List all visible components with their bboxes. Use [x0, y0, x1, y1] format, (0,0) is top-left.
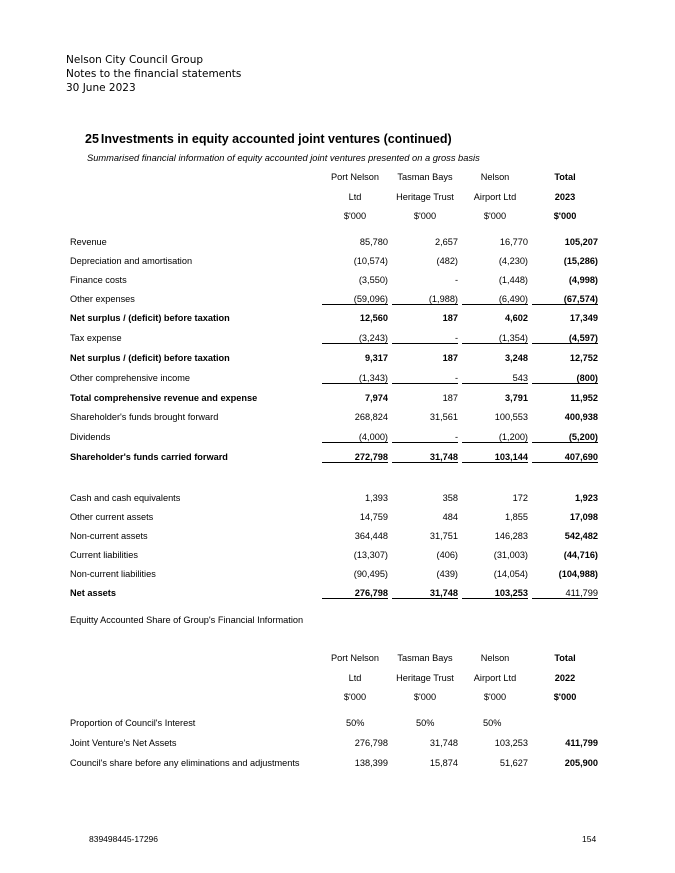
row-label: Shareholder's funds brought forward — [70, 412, 219, 422]
cell-port-nelson: 268,824 — [354, 412, 388, 422]
cell-tasman: (406) — [436, 550, 458, 560]
row-label: Council's share before any eliminations and adjustments — [70, 758, 300, 768]
table-row — [0, 493, 675, 507]
col-header-total-year: 2023 — [554, 192, 576, 202]
col-header-tasman-line2: Heritage Trust — [396, 192, 454, 202]
document-header — [66, 53, 241, 95]
cell-nelson-airport: 543 — [462, 373, 528, 384]
cell-tasman: - — [392, 432, 458, 443]
cell-tasman: 31,748 — [429, 738, 458, 748]
cell-tasman: 50% — [416, 718, 435, 728]
cell-port-nelson: 85,780 — [359, 237, 388, 247]
cell-tasman: (1,988) — [392, 294, 458, 305]
cell-port-nelson: (90,495) — [353, 569, 388, 579]
cell-tasman: (439) — [436, 569, 458, 579]
col-header-port-nelson-line2: Ltd — [348, 673, 362, 683]
cell-nelson-airport: 4,602 — [505, 313, 528, 323]
table-row — [0, 393, 675, 407]
row-label: Dividends — [70, 432, 111, 442]
cell-port-nelson: 276,798 — [354, 738, 388, 748]
table-row — [0, 237, 675, 251]
col-header-tasman-line1: Tasman Bays — [397, 172, 453, 182]
cell-total: 205,900 — [564, 758, 598, 768]
cell-nelson-airport: 3,248 — [505, 353, 528, 363]
cell-total: (67,574) — [532, 294, 598, 305]
cell-port-nelson: 276,798 — [322, 588, 388, 599]
cell-tasman: 31,751 — [429, 531, 458, 541]
cell-port-nelson: (4,000) — [322, 432, 388, 443]
cell-total: 105,207 — [564, 237, 598, 247]
table-row — [0, 569, 675, 583]
cell-tasman: 2,657 — [435, 237, 458, 247]
cell-nelson-airport: (31,003) — [493, 550, 528, 560]
table-row — [0, 550, 675, 564]
cell-total: (15,286) — [563, 256, 598, 266]
row-label: Tax expense — [70, 333, 122, 343]
cell-port-nelson: (3,550) — [358, 275, 388, 285]
cell-total: (4,998) — [568, 275, 598, 285]
col-header-total-year: 2022 — [554, 673, 576, 683]
col-header-total-unit: $'000 — [553, 211, 577, 221]
cell-total: 17,098 — [569, 512, 598, 522]
col-header-nelson-airport-line2: Airport Ltd — [473, 192, 517, 202]
col-header-tasman-unit: $'000 — [413, 211, 437, 221]
cell-nelson-airport: 146,283 — [494, 531, 528, 541]
cell-tasman: - — [392, 333, 458, 344]
col-header-nelson-airport-line1: Nelson — [480, 172, 510, 182]
table-row — [0, 512, 675, 526]
section-title-text: Investments in equity accounted joint ventures (continued) — [100, 132, 452, 146]
cell-nelson-airport: 1,855 — [505, 512, 528, 522]
table-row — [0, 758, 675, 772]
cell-port-nelson: 272,798 — [322, 452, 388, 463]
col-header-port-nelson-line1: Port Nelson — [330, 172, 379, 182]
row-label: Revenue — [70, 237, 107, 247]
footer-document-id: 839498445-17296 — [89, 834, 159, 844]
row-label: Joint Venture's Net Assets — [70, 738, 177, 748]
table-row — [0, 432, 675, 446]
cell-port-nelson: 364,448 — [354, 531, 388, 541]
row-label: Non-current liabilities — [70, 569, 156, 579]
cell-total: (104,988) — [558, 569, 598, 579]
col-header-tasman-line2: Heritage Trust — [396, 673, 454, 683]
cell-port-nelson: (13,307) — [353, 550, 388, 560]
cell-nelson-airport: 16,770 — [499, 237, 528, 247]
header-organisation: Nelson City Council Group — [66, 54, 204, 66]
section-title — [85, 132, 452, 146]
cell-total: 407,690 — [532, 452, 598, 463]
table-row — [0, 531, 675, 545]
cell-total: (44,716) — [563, 550, 598, 560]
cell-total: 11,952 — [570, 393, 598, 403]
col-header-port-nelson-unit: $'000 — [343, 211, 367, 221]
cell-nelson-airport: 103,253 — [494, 738, 528, 748]
col-header-total-line1: Total — [554, 172, 576, 182]
cell-port-nelson: 9,317 — [365, 353, 388, 363]
cell-port-nelson: 1,393 — [365, 493, 388, 503]
cell-tasman: 15,874 — [429, 758, 458, 768]
row-label: Other current assets — [70, 512, 154, 522]
cell-tasman: 484 — [442, 512, 458, 522]
row-label: Proportion of Council's Interest — [70, 718, 196, 728]
cell-total: 411,799 — [532, 588, 598, 599]
table-row — [0, 256, 675, 270]
cell-nelson-airport: 172 — [512, 493, 528, 503]
cell-nelson-airport: (6,490) — [462, 294, 528, 305]
cell-port-nelson: 7,974 — [365, 393, 388, 403]
row-label: Current liabilities — [70, 550, 138, 560]
cell-tasman: 187 — [442, 353, 458, 363]
cell-port-nelson: 138,399 — [354, 758, 388, 768]
row-label: Finance costs — [70, 275, 127, 285]
table-row — [0, 738, 675, 752]
cell-nelson-airport: 51,627 — [499, 758, 528, 768]
row-label: Cash and cash equivalents — [70, 493, 181, 503]
table-row — [0, 353, 675, 367]
table-row — [0, 333, 675, 347]
cell-total: (800) — [532, 373, 598, 384]
col-header-total-unit: $'000 — [553, 692, 577, 702]
cell-port-nelson: (3,243) — [322, 333, 388, 344]
cell-port-nelson: 14,759 — [359, 512, 388, 522]
table-row — [0, 718, 675, 732]
cell-nelson-airport: (1,354) — [462, 333, 528, 344]
cell-nelson-airport: (1,448) — [498, 275, 528, 285]
table-row — [0, 588, 675, 602]
cell-tasman: - — [454, 275, 458, 285]
cell-nelson-airport: (1,200) — [462, 432, 528, 443]
cell-port-nelson: 50% — [346, 718, 365, 728]
row-label: Total comprehensive revenue and expense — [70, 393, 258, 403]
cell-nelson-airport: (14,054) — [493, 569, 528, 579]
col-header-port-nelson-line1: Port Nelson — [330, 653, 379, 663]
cell-nelson-airport: 103,144 — [462, 452, 528, 463]
cell-total: 400,938 — [564, 412, 598, 422]
cell-total: (5,200) — [532, 432, 598, 443]
footer-page-number: 154 — [582, 834, 597, 844]
cell-port-nelson: (59,096) — [322, 294, 388, 305]
cell-tasman: (482) — [436, 256, 458, 266]
cell-nelson-airport: (4,230) — [498, 256, 528, 266]
row-label: Net assets — [70, 588, 116, 598]
table-row — [0, 452, 675, 466]
table-row — [0, 373, 675, 387]
cell-total: (4,597) — [532, 333, 598, 344]
col-header-nelson-airport-unit: $'000 — [483, 211, 507, 221]
cell-tasman: 187 — [442, 313, 458, 323]
col-header-port-nelson-line2: Ltd — [348, 192, 362, 202]
row-label: Net surplus / (deficit) before taxation — [70, 353, 230, 363]
cell-nelson-airport: 50% — [483, 718, 502, 728]
section-subtitle: Summarised financial information of equity accounted joint ventures presented on a gross basis — [87, 153, 480, 163]
cell-total: 12,752 — [569, 353, 598, 363]
table-row — [0, 412, 675, 426]
cell-tasman: 31,748 — [392, 452, 458, 463]
cell-tasman: 31,561 — [429, 412, 458, 422]
col-header-tasman-unit: $'000 — [413, 692, 437, 702]
row-label: Net surplus / (deficit) before taxation — [70, 313, 230, 323]
equity-share-heading: Equitty Accounted Share of Group's Financial Information — [70, 615, 304, 625]
section-number: 25 — [85, 132, 99, 146]
col-header-nelson-airport-unit: $'000 — [483, 692, 507, 702]
cell-nelson-airport: 3,791 — [505, 393, 528, 403]
row-label: Shareholder's funds carried forward — [70, 452, 228, 462]
col-header-nelson-airport-line1: Nelson — [480, 653, 510, 663]
table-row — [0, 313, 675, 327]
header-document-title: Notes to the financial statements — [66, 68, 242, 80]
cell-total: 411,799 — [565, 738, 598, 748]
row-label: Other comprehensive income — [70, 373, 191, 383]
cell-port-nelson: (10,574) — [353, 256, 388, 266]
col-header-port-nelson-unit: $'000 — [343, 692, 367, 702]
cell-port-nelson: (1,343) — [322, 373, 388, 384]
cell-total: 17,349 — [569, 313, 598, 323]
row-label: Depreciation and amortisation — [70, 256, 193, 266]
cell-port-nelson: 12,560 — [359, 313, 388, 323]
col-header-total-line1: Total — [554, 653, 576, 663]
col-header-nelson-airport-line2: Airport Ltd — [473, 673, 517, 683]
cell-nelson-airport: 103,253 — [462, 588, 528, 599]
cell-nelson-airport: 100,553 — [494, 412, 528, 422]
cell-tasman: 31,748 — [392, 588, 458, 599]
cell-tasman: 187 — [442, 393, 458, 403]
row-label: Other expenses — [70, 294, 135, 304]
table-row — [0, 275, 675, 289]
cell-tasman: - — [392, 373, 458, 384]
header-date: 30 June 2023 — [66, 82, 136, 94]
table-row — [0, 294, 675, 308]
cell-total: 1,923 — [575, 493, 598, 503]
cell-total: 542,482 — [564, 531, 598, 541]
col-header-tasman-line1: Tasman Bays — [397, 653, 453, 663]
cell-tasman: 358 — [442, 493, 458, 503]
row-label: Non-current assets — [70, 531, 148, 541]
